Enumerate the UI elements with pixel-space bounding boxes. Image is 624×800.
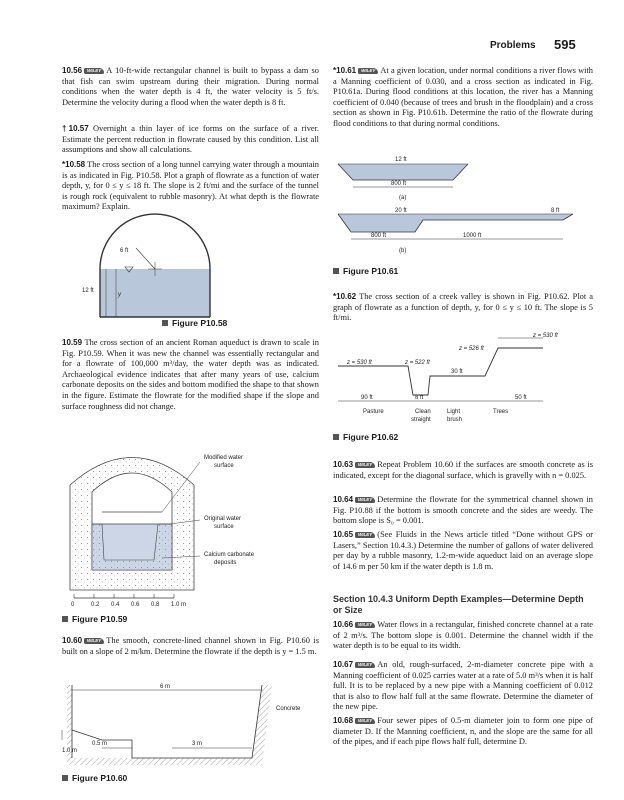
depth-label: y: [118, 292, 121, 298]
figure-p10-59: [62, 440, 322, 615]
problem-number: 10.65: [333, 530, 354, 539]
problem-number: 10.56: [62, 66, 83, 75]
z530-right: z = 530 ft: [533, 333, 558, 339]
scale-tick-label: 0.2: [91, 602, 100, 608]
problem-10-67: [333, 660, 593, 713]
channel-floor: [72, 685, 262, 758]
section-heading: Section 10.4.3 Uniform Depth Examples—Determine Depth or Size: [333, 594, 584, 615]
problem-text: An old, rough-surfaced, 2-m-diameter concrete pipe with a Manning coefficient of 0.025 carries water at a rate of 5.0 m³/s when it is half full. It is to be replaced by a new pipe with a Manning coefficient of 0.012 that is also to flow half full at the same flowrate. Determine the diameter of the new pipe.: [333, 660, 593, 712]
figure-p10-60-caption: Figure P10.60: [62, 773, 127, 783]
page-number: 595: [554, 37, 576, 52]
problem-10-61: [333, 66, 593, 130]
wiley-badge-icon: WILEY: [355, 718, 375, 724]
wiley-badge-icon: WILEY: [84, 68, 104, 74]
problem-10-64: [333, 495, 593, 527]
wiley-badge-icon: WILEY: [355, 622, 375, 628]
figure-p10-61: [333, 152, 593, 262]
figure-p10-58-caption: Figure P10.58: [162, 318, 227, 328]
problem-number: †10.57: [62, 124, 89, 133]
problem-10-62: [333, 292, 593, 324]
label-6m: 6 m: [160, 684, 171, 690]
scale-tick-label: 0: [71, 602, 75, 608]
scale-tick-label: 0.4: [111, 602, 120, 608]
a-width: 800 ft: [391, 181, 407, 187]
problem-text: Four sewer pipes of 0.5-m diameter join to form one pipe of diameter D. If the Manning coefficient, n, and the slope are the same for all of the pipes, and if each pipe flows half full, determine D.: [333, 716, 593, 747]
label-3m: 3 m: [192, 741, 203, 747]
problem-10-68: [333, 716, 593, 748]
running-header-title: Problems: [490, 40, 536, 51]
caption-square-icon: [62, 616, 68, 622]
radius-line: [136, 248, 155, 269]
w30: 30 ft: [451, 369, 463, 375]
water-fill: [100, 269, 210, 317]
wiley-badge-icon: WILEY: [84, 638, 104, 644]
caption-square-icon: [333, 268, 339, 274]
modified-label-1: Modified water: [204, 455, 244, 461]
problem-text: Water flows in a rectangular, finished concrete channel at a rate of 2 m³/s. The bottom slope is 0.001. Determine the channel width if the water depth is to be equal to its width.: [333, 620, 593, 651]
problem-10-63: [333, 460, 593, 481]
pasture: Pasture: [363, 409, 384, 415]
problem-text: (See Fluids in the News article titled “Done without GPS or Lasers,” Section 10.4.3.) Determine the number of gallons of water delivered per day by a rubble masonry, 1.2-m-wide aqueduct laid on an average slope of 14.6 m per 50 km if the water depth is 1.8 m.: [333, 530, 593, 571]
scale-tick-label: 1.0 m: [171, 602, 187, 608]
problem-number: 10.60: [62, 636, 83, 645]
problem-number: 10.66: [333, 620, 354, 629]
clean-1: Clean: [415, 409, 431, 415]
calcium-label-2: deposits: [214, 560, 237, 566]
scale-tick-label: 0.6: [131, 602, 140, 608]
a-depth: 12 ft: [395, 157, 407, 163]
problem-text: Determine the flowrate for the symmetrical channel shown in Fig. P10.88 if the bottom is smooth concrete and the sides are weedy. The bottom slope is S₀ = 0.001.: [333, 495, 593, 526]
problem-text: The smooth, concrete-lined channel shown in Fig. P10.60 is built on a slope of 2 m/km. Determine the flowrate if the depth is y = 1.5 m.: [62, 636, 319, 656]
z522: z = 522 ft: [405, 360, 430, 366]
caption-square-icon: [62, 775, 68, 781]
problem-text: Overnight a thin layer of ice forms on the surface of a river. Estimate the percent reduction in flowrate caused by this condition. List all assumptions and show all calculations.: [62, 124, 320, 155]
wiley-badge-icon: WILEY: [355, 497, 375, 503]
problem-10-66: [333, 620, 593, 652]
problem-number: 10.64: [333, 495, 354, 504]
caption-square-icon: [162, 320, 168, 326]
figure-p10-59-caption: Figure P10.59: [62, 614, 127, 624]
problem-10-57: [62, 124, 319, 156]
height-label: 12 ft: [82, 288, 94, 294]
problem-number: 10.63: [333, 460, 354, 469]
z526: z = 526 ft: [459, 346, 484, 352]
problem-text: The cross section of a creek valley is shown in Fig. P10.62. Plot a graph of flowrate as a function of depth, y, for 0 ≤ y ≤ 10 ft. The slope is 5 ft/mi.: [333, 292, 593, 323]
problem-10-59: [62, 338, 319, 412]
trees: Trees: [493, 409, 509, 415]
b-depth2: 8 ft: [551, 208, 560, 214]
wiley-badge-icon: WILEY: [358, 68, 378, 74]
wiley-badge-icon: WILEY: [355, 662, 375, 668]
problem-text: A 10-ft-wide rectangular channel is built to bypass a dam so that fish can swim upstream during their migration. During normal conditions when the water depth is 4 ft, the water velocity is 5 ft/s. Determine the velocity during a flood when the water depth is 8 ft.: [62, 66, 319, 107]
problem-number: *10.58: [62, 160, 86, 169]
w50: 50 ft: [515, 395, 527, 401]
problem-text: The cross section of a long tunnel carrying water through a mountain is as indicated in Fig. P10.58. Plot a graph of flowrate as a function of water depth, y, for 0 ≤ y ≤ 18 ft. The slope is 2 ft/mi and the surface of the tunnel is rough rock (equivalent to rubble masonry). At what depth is the flowrate maximum? Explain.: [62, 160, 319, 212]
z530-left: z = 530 ft: [347, 360, 372, 366]
problem-10-56: [62, 66, 319, 108]
b-width1: 800 ft: [371, 233, 387, 239]
problem-number: 10.67: [333, 660, 354, 669]
scale-ticks: [71, 594, 186, 608]
original-label-2: surface: [214, 524, 234, 530]
w90: 90 ft: [361, 395, 373, 401]
a-label: (a): [399, 195, 407, 201]
problem-text: At a given location, under normal conditions a river flows with a Manning coefficient of 0.030, and a cross section as indicated in Fig. P10.61a. During flood conditions at this location, the river has a Manning coefficient of 0.040 (because of trees and brush in the floodplain) and a cross section as shown in Fig. P10.61b. Determine the ratio of the flowrate during flood conditions to that during normal conditions.: [333, 66, 593, 128]
radius-label: 6 ft: [120, 248, 129, 254]
problem-text: Repeat Problem 10.60 if the surfaces are smooth concrete as is indicated, except for the diagonal surface, which is gravelly with n = 0.025.: [333, 460, 593, 480]
clean-2: straight: [411, 417, 431, 423]
problem-10-58: [62, 160, 319, 213]
figure-p10-58: [62, 214, 322, 324]
b-width2: 1000 ft: [463, 233, 482, 239]
wiley-badge-icon: WILEY: [355, 532, 375, 538]
figure-p10-60: [62, 670, 322, 770]
light-2: brush: [447, 417, 463, 423]
problem-text: The cross section of an ancient Roman aqueduct is drawn to scale in Fig. P10.59. When it was new the channel was essentially rectangular and for a flowrate of 100,000 m³/day, the water depth was as indicated. Archaeological evidence indicates that after many years of use, calcium carbonate deposits on the sides and bottom modified the shape to that shown in the figure. Estimate the flowrate for the modified shape if the slope and surface roughness did not change.: [62, 338, 319, 411]
original-label-1: Original water: [204, 516, 242, 522]
b-depth1: 20 ft: [395, 208, 407, 214]
river-b: [338, 214, 573, 232]
problem-10-65: [333, 530, 593, 572]
modified-label-2: surface: [214, 463, 234, 469]
figure-p10-62: [333, 330, 593, 430]
wiley-badge-icon: WILEY: [355, 462, 375, 468]
problem-number: *10.61: [333, 66, 357, 75]
label-concrete: Concrete: [276, 706, 301, 712]
caption-square-icon: [333, 434, 339, 440]
label-05m: 0.5 m: [92, 741, 108, 747]
calcium-label-1: Calcium carbonate: [204, 552, 255, 558]
figure-p10-62-caption: Figure P10.62: [333, 432, 398, 442]
problem-number: 10.59: [62, 338, 83, 347]
problem-10-60: [62, 636, 319, 657]
river-a: [338, 164, 468, 180]
label-1m: 1.0 m: [62, 748, 78, 754]
figure-p10-61-caption: Figure P10.61: [333, 266, 398, 276]
valley-profile: [338, 348, 543, 395]
b-label: (b): [399, 248, 407, 254]
w8: 8 ft: [415, 395, 424, 401]
problem-number: *10.62: [333, 292, 357, 301]
scale-tick-label: 0.8: [151, 602, 160, 608]
light-1: Light: [447, 409, 461, 415]
problem-number: 10.68: [333, 716, 354, 725]
